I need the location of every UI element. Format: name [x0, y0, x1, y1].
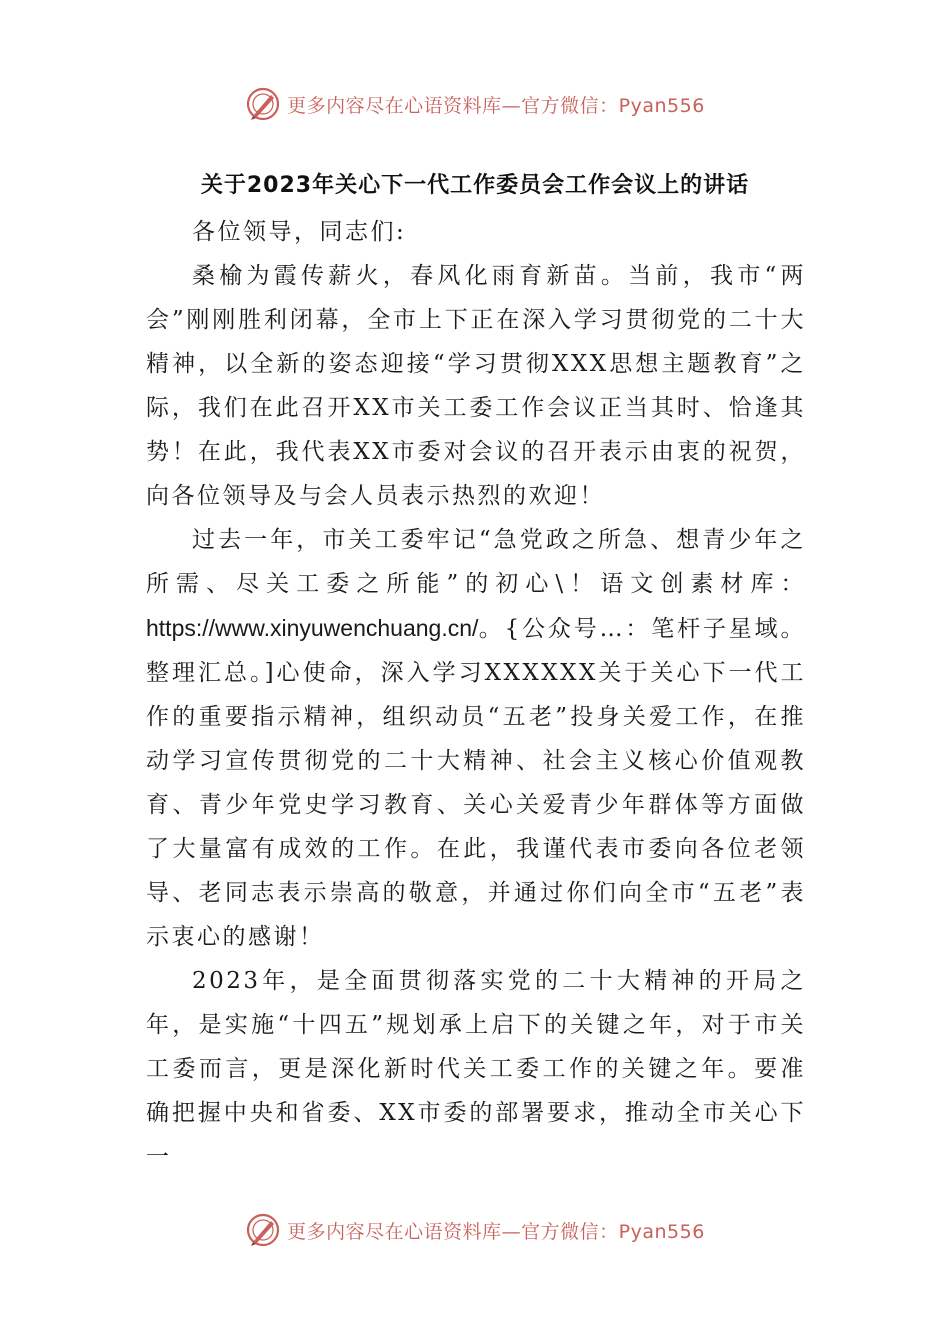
greeting: 各位领导，同志们:	[192, 219, 407, 245]
paragraph-2-part-2: 。{公众号…：笔杆子星域。整理汇总。]心使命，深入学习XXXXXX关于关心下一代工作的重要指示精神，组织动员“五老”投身关爱工作，在推动学习宣传贯彻党的二十大精神、社会主义核心价值观教育、青少年党史学习教育、关心关爱青少年群体等方面做了大量富有成效的工作。在此，我谨代表市委向各位老领导、老同志表示崇高的敬意，并通过你们向全市“五老”表示衷心的感谢！	[146, 616, 806, 950]
paragraph-2-part-1: 过去一年，市关工委牢记“急党政之所急、想青少年之所需、尽关工委之所能”的初心\！语文创素材库：	[146, 527, 806, 597]
footer-banner	[0, 1208, 950, 1252]
pen-logo-icon	[245, 86, 281, 122]
header-banner	[0, 82, 950, 126]
pen-logo-icon	[245, 1212, 281, 1248]
document-title: 关于2023年关心下一代工作委员会工作会议上的讲话	[200, 173, 750, 198]
footer-banner-text: 更多内容尽在心语资料库—官方微信：Pyan556	[287, 1220, 705, 1243]
footer-banner-handle: Pyan556	[618, 1220, 705, 1243]
header-banner-handle: Pyan556	[618, 94, 705, 117]
paragraph-3: 2023年，是全面贯彻落实党的二十大精神的开局之年，是实施“十四五”规划承上启下的关键之年，对于市关工委而言，更是深化新时代关工委工作的关键之年。要准确把握中央和省委、XX市委的部署要求，推动全市关心下一	[146, 968, 806, 1170]
header-banner-text: 更多内容尽在心语资料库—官方微信：Pyan556	[287, 94, 705, 117]
paragraph-2	[146, 518, 806, 959]
resource-link[interactable]: https://www.xinyuwenchuang.cn/	[146, 615, 479, 641]
paragraph-1: 桑榆为霞传薪火，春风化雨育新苗。当前，我市“两会”刚刚胜利闭幕，全市上下正在深入学习贯彻党的二十大精神，以全新的姿态迎接“学习贯彻XXX思想主题教育”之际，我们在此召开XX市关工委工作会议正当其时、恰逢其势！在此，我代表XX市委对会议的召开表示由衷的祝贺，向各位领导及与会人员表示热烈的欢迎！	[146, 263, 806, 509]
document-body	[146, 210, 806, 1179]
